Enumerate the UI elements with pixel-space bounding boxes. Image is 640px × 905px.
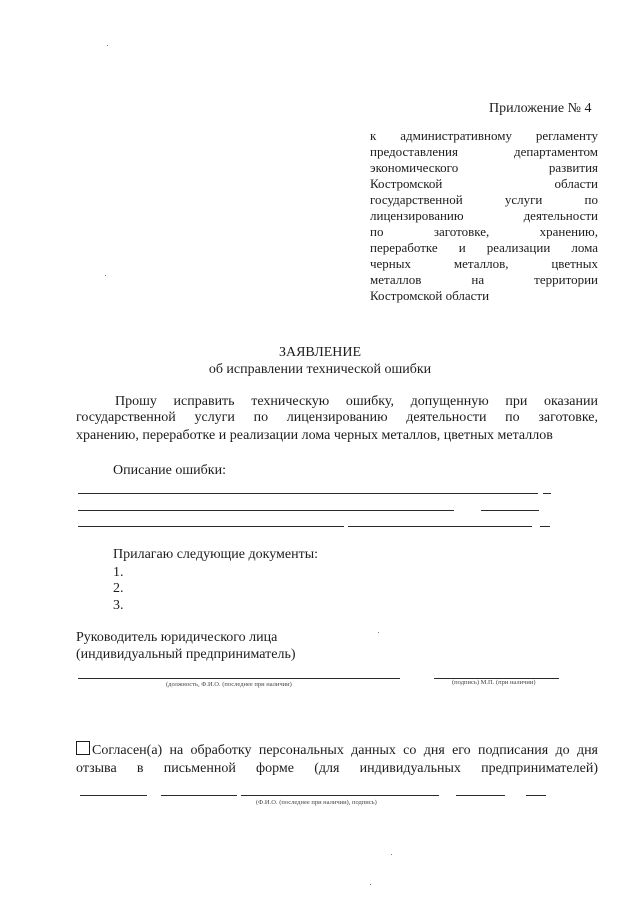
request-line: Прошу исправить техническую ошибку, допущенную при оказании xyxy=(115,394,598,409)
consent-checkbox[interactable] xyxy=(76,741,90,755)
attachment-item: 1. xyxy=(113,565,124,580)
appendix-line: лицензированию деятельности xyxy=(370,208,598,223)
appendix-line: экономического развития xyxy=(370,160,598,175)
consent-signature-line[interactable] xyxy=(456,795,505,796)
document-subtitle: об исправлении технической ошибки xyxy=(208,362,432,377)
underline-segment xyxy=(543,493,551,494)
attachment-item: 3. xyxy=(113,598,124,613)
appendix-line: по заготовке, хранению, xyxy=(370,224,598,239)
appendix-line: металлов на территории xyxy=(370,272,598,287)
consent-name-line[interactable] xyxy=(161,795,237,796)
error-description-line[interactable] xyxy=(78,526,344,527)
appendix-line: черных металлов, цветных xyxy=(370,256,598,271)
error-description-label: Описание ошибки: xyxy=(113,463,226,478)
appendix-line: Костромской области xyxy=(370,288,490,303)
underline-segment xyxy=(540,526,550,527)
scan-speck xyxy=(391,854,392,855)
scan-speck xyxy=(370,884,371,885)
attachment-item: 2. xyxy=(113,581,124,596)
underline-segment xyxy=(481,510,539,511)
signature-caption: (подпись) М.П. (при наличии) xyxy=(452,679,536,686)
consent-name-line[interactable] xyxy=(241,795,439,796)
consent-signature-line[interactable] xyxy=(526,795,546,796)
scan-speck xyxy=(378,632,379,633)
consent-name-line[interactable] xyxy=(80,795,147,796)
consent-line: отзыва в письменной форме (для индивидуальных предпринимателей) xyxy=(76,761,598,776)
appendix-line: переработке и реализации лома xyxy=(370,240,598,255)
error-description-line[interactable] xyxy=(78,493,538,494)
scan-speck xyxy=(105,275,106,276)
scan-speck xyxy=(107,45,108,46)
position-name-caption: (должность, Ф.И.О. (последнее при наличии) xyxy=(166,681,292,688)
attachments-label: Прилагаю следующие документы: xyxy=(113,547,319,562)
error-description-line[interactable] xyxy=(78,510,454,511)
consent-caption: (Ф.И.О. (последнее при наличии), подпись) xyxy=(256,799,377,806)
appendix-line: предоставления департаментом xyxy=(370,144,598,159)
request-line: хранению, переработке и реализации лома черных металлов, цветных металлов xyxy=(76,428,553,443)
appendix-text xyxy=(370,128,598,304)
consent-line: Согласен(а) на обработку персональных данных со дня его подписания до дня xyxy=(92,743,598,758)
underline-segment xyxy=(348,526,532,527)
signatory-subtitle: (индивидуальный предприниматель) xyxy=(76,647,296,662)
request-line: государственной услуги по лицензированию деятельности по заготовке, xyxy=(76,410,598,425)
appendix-line: к административному регламенту xyxy=(370,128,598,143)
appendix-title: Приложение № 4 xyxy=(489,101,592,116)
appendix-line: государственной услуги по xyxy=(370,192,598,207)
position-name-line[interactable] xyxy=(78,678,400,679)
appendix-line: Костромской области xyxy=(370,176,598,191)
document-title: ЗАЯВЛЕНИЕ xyxy=(278,345,362,360)
signatory-title: Руководитель юридического лица xyxy=(76,630,278,645)
